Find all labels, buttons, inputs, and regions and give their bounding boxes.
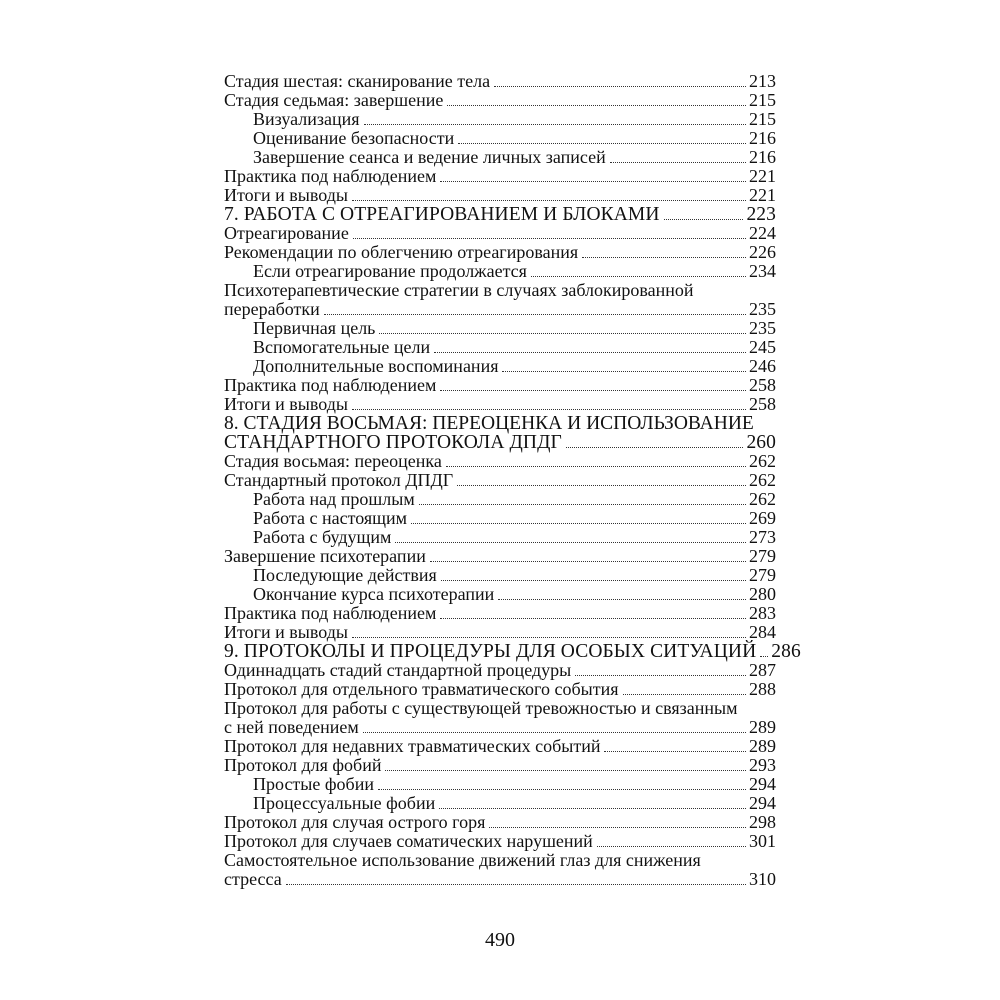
toc-entry: [224, 376, 776, 395]
dot-leader: [441, 580, 746, 581]
toc-entry: [224, 243, 776, 262]
toc-entry-title: Практика под наблюдением: [224, 603, 437, 623]
toc-entry-page: 289: [749, 736, 776, 756]
page-number: 490: [485, 929, 515, 951]
toc-entry: [224, 91, 776, 110]
dot-leader: [440, 181, 746, 182]
toc-entry-title: Работа с настоящим: [253, 508, 408, 528]
toc-entry-page: 216: [749, 128, 776, 148]
toc-entry-title: Практика под наблюдением: [224, 166, 437, 186]
toc-entry-title: стресса: [224, 869, 282, 889]
toc-entry-page: 262: [749, 451, 776, 471]
toc-subentry: [224, 775, 776, 794]
toc-entry-page: 262: [749, 470, 776, 490]
toc-entry-title: Работа над прошлым: [253, 489, 415, 509]
dot-leader: [566, 447, 744, 448]
toc-subentry: [224, 129, 776, 148]
toc-chapter: [224, 433, 776, 452]
dot-leader: [434, 352, 746, 353]
dot-leader: [458, 143, 746, 144]
dot-leader: [494, 86, 746, 87]
toc-entry-title: Итоги и выводы: [224, 394, 348, 414]
dot-leader: [353, 238, 746, 239]
toc-entry-page: 294: [749, 793, 776, 813]
toc-entry: [224, 72, 776, 91]
toc-chapter: [224, 205, 776, 224]
toc-entry-title: 7. РАБОТА С ОТРЕАГИРОВАНИЕМ И БЛОКАМИ: [224, 204, 660, 225]
toc-entry: [224, 832, 776, 851]
dot-leader: [446, 466, 746, 467]
toc-entry: [224, 300, 776, 319]
toc-entry: [224, 452, 776, 471]
toc-entry-page: 269: [749, 508, 776, 528]
toc-entry: [224, 547, 776, 566]
dot-leader: [610, 162, 746, 163]
toc-subentry: [224, 490, 776, 509]
toc-entry: [224, 186, 776, 205]
dot-leader: [623, 694, 746, 695]
toc-entry-page: 226: [749, 242, 776, 262]
toc-subentry: [224, 566, 776, 585]
dot-leader: [575, 675, 746, 676]
toc-entry-page: 287: [749, 660, 776, 680]
toc-entry-title: Одиннадцать стадий стандартной процедуры: [224, 660, 572, 680]
toc-entry-title: Завершение психотерапии: [224, 546, 426, 566]
dot-leader: [447, 105, 746, 106]
toc-subentry: [224, 357, 776, 376]
toc-entry-title: Протокол для недавних травматических событий: [224, 736, 601, 756]
toc-entry-page: 293: [749, 755, 776, 775]
toc-entry-page: 221: [749, 166, 776, 186]
toc-entry-title: Стадия восьмая: переоценка: [224, 451, 442, 471]
toc-entry-page: 280: [749, 584, 776, 604]
toc-entry-page: 260: [746, 432, 776, 453]
toc-entry-page: 235: [749, 318, 776, 338]
toc-entry: [224, 661, 776, 680]
toc-entry-page: 289: [749, 717, 776, 737]
dot-leader: [489, 827, 746, 828]
toc-entry-title: Стадия седьмая: завершение: [224, 90, 444, 110]
toc-entry-page: 215: [749, 90, 776, 110]
toc-entry-title: Итоги и выводы: [224, 622, 348, 642]
toc-entry-page: 273: [749, 527, 776, 547]
toc-entry-title: Стадия шестая: сканирование тела: [224, 71, 491, 91]
dot-leader: [440, 390, 746, 391]
toc-subentry: [224, 585, 776, 604]
toc-entry: [224, 604, 776, 623]
toc-entry-page: 298: [749, 812, 776, 832]
toc-entry-page: 245: [749, 337, 776, 357]
dot-leader: [395, 542, 746, 543]
toc-entry-title: Вспомогательные цели: [253, 337, 431, 357]
toc-subentry: [224, 794, 776, 813]
dot-leader: [531, 276, 746, 277]
toc-entry-page: 221: [749, 185, 776, 205]
toc-subentry: [224, 110, 776, 129]
toc-subentry: [224, 338, 776, 357]
toc-entry-page: 215: [749, 109, 776, 129]
toc-entry-title: Простые фобии: [253, 774, 374, 794]
table-of-contents: [224, 71, 801, 889]
toc-entry-title: Окончание курса психотерапии: [253, 584, 495, 604]
toc-entry: [224, 870, 776, 889]
toc-entry-page: 301: [749, 831, 776, 851]
toc-subentry: [224, 262, 776, 281]
toc-entry-title: Отреагирование: [224, 223, 349, 243]
dot-leader: [378, 789, 746, 790]
dot-leader: [597, 846, 746, 847]
dot-leader: [664, 219, 744, 220]
dot-leader: [440, 618, 746, 619]
dot-leader: [379, 333, 746, 334]
dot-leader: [498, 599, 746, 600]
toc-entry-title: Оценивание безопасности: [253, 128, 455, 148]
dot-leader: [352, 200, 746, 201]
toc-entry: [224, 471, 776, 490]
toc-entry-page: 258: [749, 375, 776, 395]
dot-leader: [385, 770, 746, 771]
toc-entry-title: Практика под наблюдением: [224, 375, 437, 395]
toc-entry-title: Протокол для отдельного травматического события: [224, 679, 619, 699]
toc-entry-title: Последующие действия: [253, 565, 437, 585]
toc-entry-page: 288: [749, 679, 776, 699]
dot-leader: [364, 124, 746, 125]
dot-leader: [352, 637, 746, 638]
dot-leader: [582, 257, 746, 258]
toc-entry-page: 234: [749, 261, 776, 281]
toc-entry-title: СТАНДАРТНОГО ПРОТОКОЛА ДПДГ: [224, 432, 562, 453]
toc-entry: [224, 395, 776, 414]
toc-entry: [224, 756, 776, 775]
dot-leader: [419, 504, 746, 505]
toc-entry-title: с ней поведением: [224, 717, 359, 737]
toc-entry-page: 235: [749, 299, 776, 319]
dot-leader: [604, 751, 746, 752]
toc-entry-page: 279: [749, 546, 776, 566]
toc-entry: [224, 224, 776, 243]
toc-entry-title: Работа с будущим: [253, 527, 392, 547]
toc-subentry: [224, 148, 776, 167]
dot-leader: [286, 884, 746, 885]
dot-leader: [439, 808, 746, 809]
toc-entry-title: 9. ПРОТОКОЛЫ И ПРОЦЕДУРЫ ДЛЯ ОСОБЫХ СИТУАЦИЙ: [224, 641, 757, 662]
toc-chapter-title-line1: 8. СТАДИЯ ВОСЬМАЯ: ПЕРЕОЦЕНКА И ИСПОЛЬЗОВАНИЕ: [224, 413, 754, 434]
dot-leader: [502, 371, 746, 372]
toc-entry-title: Итоги и выводы: [224, 185, 348, 205]
dot-leader: [324, 314, 746, 315]
toc-entry-title: Стандартный протокол ДПДГ: [224, 470, 454, 490]
toc-entry-page: 258: [749, 394, 776, 414]
toc-entry-page: 279: [749, 565, 776, 585]
toc-entry-title: Рекомендации по облегчению отреагирования: [224, 242, 579, 262]
toc-entry-title: Протокол для случаев соматических нарушений: [224, 831, 593, 851]
toc-entry: [224, 623, 776, 642]
toc-entry-title: Протокол для фобий: [224, 755, 382, 775]
toc-entry: [224, 680, 776, 699]
toc-entry-page: 216: [749, 147, 776, 167]
toc-entry-title: Визуализация: [253, 109, 360, 129]
toc-subentry: [224, 319, 776, 338]
toc-entry-title-line1: Самостоятельное использование движений глаз для снижения: [224, 850, 701, 870]
toc-entry-title-line1: Протокол для работы с существующей тревожностью и связанным: [224, 698, 738, 718]
dot-leader: [760, 656, 768, 657]
toc-entry-page: 284: [749, 622, 776, 642]
toc-entry-title: Протокол для случая острого горя: [224, 812, 486, 832]
dot-leader: [411, 523, 746, 524]
toc-entry: [224, 813, 776, 832]
toc-entry-title: Если отреагирование продолжается: [253, 261, 527, 281]
dot-leader: [352, 409, 746, 410]
toc-entry-page: 223: [746, 204, 776, 225]
dot-leader: [430, 561, 746, 562]
dot-leader: [457, 485, 746, 486]
toc-entry-title: Процессуальные фобии: [253, 793, 436, 813]
toc-subentry: [224, 509, 776, 528]
toc-entry-page: 286: [771, 641, 801, 662]
toc-entry-title: Дополнительные воспоминания: [253, 356, 499, 376]
toc-entry-page: 294: [749, 774, 776, 794]
toc-chapter: [224, 641, 801, 662]
toc-entry: [224, 737, 776, 756]
toc-entry-page: 310: [749, 869, 776, 889]
toc-entry: [224, 718, 776, 737]
toc-subentry: [224, 528, 776, 547]
toc-entry-page: 246: [749, 356, 776, 376]
toc-entry-title: Завершение сеанса и ведение личных записей: [253, 147, 606, 167]
toc-entry-title: переработки: [224, 299, 320, 319]
toc-entry-title: Первичная цель: [253, 318, 376, 338]
toc-entry: [224, 167, 776, 186]
toc-entry-page: 224: [749, 223, 776, 243]
toc-entry-page: 262: [749, 489, 776, 509]
toc-entry-page: 283: [749, 603, 776, 623]
toc-entry-page: 213: [749, 71, 776, 91]
toc-entry-title-line1: Психотерапевтические стратегии в случаях заблокированной: [224, 280, 694, 300]
dot-leader: [363, 732, 746, 733]
